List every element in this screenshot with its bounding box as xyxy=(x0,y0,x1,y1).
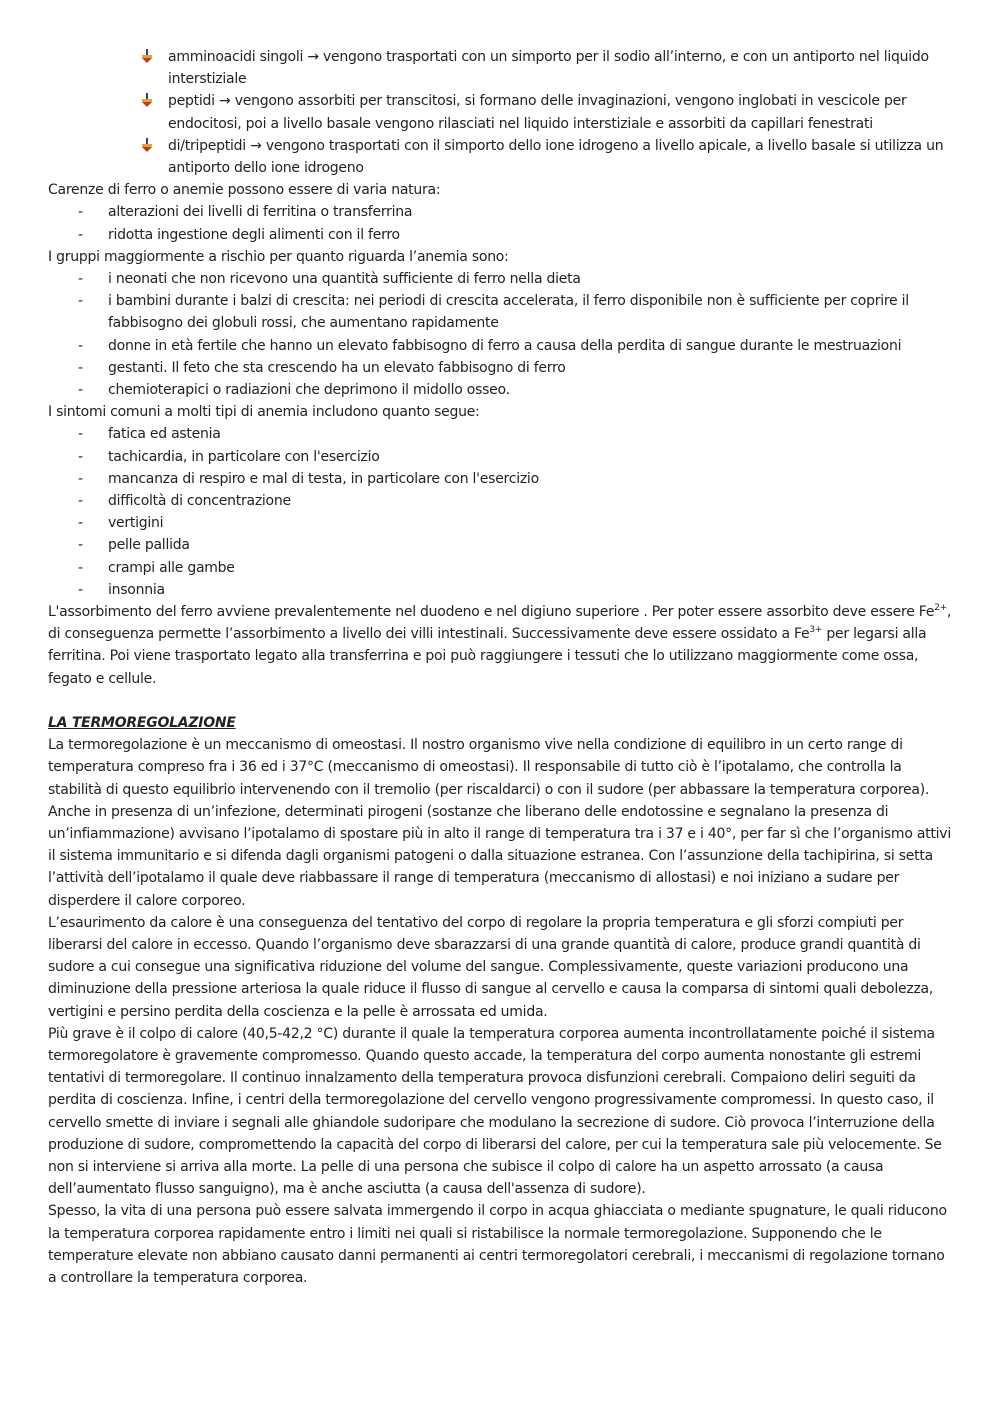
dash-bullet: - xyxy=(78,204,83,221)
symptoms-list xyxy=(48,423,956,601)
arrow-item-term: di/tripeptidi xyxy=(168,137,246,154)
iron-intro: Carenze di ferro o anemie possono essere di varia natura: xyxy=(48,182,441,199)
paragraph: La termoregolazione è un meccanismo di omeostasi. Il nostro organismo vive nella condizione di equilibro in un certo range di temperatura compreso fra i 36 ed i 37°C (meccanismo di omeostasi). Il responsabile di tutto ciò è l’ipotalamo, che controlla la stabilità di questo equilibrio intervenendo con il tremolio (per riscaldarci) o con il sudore (per abbassare la temperatura corporea). xyxy=(48,737,930,798)
arrow-item-text: vengono trasportati con il simporto dello ione idrogeno a livello apicale, a livello basale si utilizza un antiporto dello ione idrogeno xyxy=(168,137,944,177)
dash-bullet: - xyxy=(78,559,83,576)
arrow-item-text: vengono assorbiti per transcitosi, si formano delle invaginazioni, vengono inglobati in vescicole per endocitosi, poi a livello basale vengono rilasciati nel liquido interstiziale e assorbiti da capillari fenestrati xyxy=(168,93,907,132)
iron-charge-2plus: 2+ xyxy=(934,603,947,614)
dash-bullet: - xyxy=(78,271,83,288)
dash-bullet: - xyxy=(78,493,83,510)
list-item: - mancanza di respiro e mal di testa, in particolare con l'esercizio xyxy=(48,468,956,490)
dash-bullet: - xyxy=(78,515,83,532)
arrow-item-term: peptidi xyxy=(168,93,215,110)
dash-bullet: - xyxy=(78,359,83,376)
dash-bullet: - xyxy=(78,337,83,354)
colored-arrow-bullet-icon xyxy=(140,135,168,179)
section-title: LA TERMOREGOLAZIONE xyxy=(48,714,236,731)
arrow-list-item xyxy=(140,135,956,179)
arrow-item-text: vengono trasportati con un simporto per il sodio all’interno, e con un antiporto nel liquido interstiziale xyxy=(168,49,929,88)
colored-arrow-bullet-icon xyxy=(140,90,168,134)
dash-bullet: - xyxy=(78,293,83,310)
arrow-list xyxy=(48,46,956,179)
list-item: - difficoltà di concentrazione xyxy=(48,490,956,512)
arrow-item-term: amminoacidi singoli xyxy=(168,49,304,65)
list-item: - i bambini durante i balzi di crescita: nei periodi di crescita accelerata, il ferro disponibile non è sufficiente per coprire il fabbisogno dei globuli rossi, che aumentano rapidamente xyxy=(48,290,956,334)
arrow-symbol: → xyxy=(219,93,231,110)
arrow-list-item xyxy=(140,46,956,90)
dash-bullet: - xyxy=(78,581,83,598)
list-item: - i neonati che non ricevono una quantità sufficiente di ferro nella dieta xyxy=(48,268,956,290)
risk-list xyxy=(48,268,956,401)
dash-bullet: - xyxy=(78,426,83,443)
list-item: - donne in età fertile che hanno un elevato fabbisogno di ferro a causa della perdita di sangue durante le mestruazioni xyxy=(48,335,956,357)
risk-intro: I gruppi maggiormente a rischio per quanto riguarda l’anemia sono: xyxy=(48,248,509,265)
list-item: - crampi alle gambe xyxy=(48,557,956,579)
dash-bullet: - xyxy=(78,537,83,554)
paragraph: L’esaurimento da calore è una conseguenza del tentativo del corpo di regolare la propria temperatura e gli sforzi compiuti per liberarsi del calore in eccesso. Quando l’organismo deve sbarazzarsi di una grande quantità di calore, produce grandi quantità di sudore a cui consegue una significativa riduzione del volume del sangue. Complessivamente, queste variazioni producono una diminuzione della pressione arteriosa la quale riduce il flusso di sangue al cervello e causa la comparsa di sintomi quali debolezza, vertigini e persino perdita della coscienza e la pelle è arrossata ed umida. xyxy=(48,914,934,1020)
paragraph: Spesso, la vita di una persona può essere salvata immergendo il corpo in acqua ghiacciata o mediante spugnature, le quali riducono la temperatura corporea rapidamente entro i limiti nei quali si ristabilisce la normale termoregolazione. Supponendo che le temperature elevate non abbiano causato danni permanenti ai centri termoregolatori cerebrali, i meccanismi di regolazione tornano a controllare la temperatura corporea. xyxy=(48,1203,947,1286)
paragraph: Anche in presenza di un’infezione, determinati pirogeni (sostanze che liberano delle endotossine e segnalano la presenza di un’infiammazione) avvisano l’ipotalamo di spostare più in alto il range di temperatura tra i 37 e i 40°, per far sì che l’organismo attivi il sistema immunitario e si difenda dagli organismi patogeni o dalla situazione estranea. Con l’assunzione della tachipirina, si setta l’attività dell’ipotalamo il quale deve riabbassare il range di temperatura (meccanismo di allostasi) e noi iniziano a sudare per disperdere il calore corporeo. xyxy=(48,803,951,909)
list-item: - ridotta ingestione degli alimenti con il ferro xyxy=(48,224,956,246)
list-item: - alterazioni dei livelli di ferritina o transferrina xyxy=(48,201,956,223)
list-item: - chemioterapici o radiazioni che deprimono il midollo osseo. xyxy=(48,379,956,401)
list-item: - tachicardia, in particolare con l'esercizio xyxy=(48,446,956,468)
list-item: - vertigini xyxy=(48,512,956,534)
paragraph: Più grave è il colpo di calore (40,5-42,2 °C) durante il quale la temperatura corporea aumenta incontrollatamente poiché il sistema termoregolatore è gravemente compromesso. Quando questo accade, la temperatura del corpo aumenta nonostante gli estremi tentativi di termoregolare. Il continuo innalzamento della temperatura provoca disfunzioni cerebrali. Compaiono deliri seguiti da perdita di coscienza. Infine, i centri della termoregolazione del cervello vengono progressivamente compromessi. In questo caso, il cervello smette di inviare i segnali alle ghiandole sudoripare che modulano la secrezione di sudore. Ciò provoca l’interruzione della produzione di sudore, compromettendo la capacità del corpo di liberarsi del calore, per cui la temperatura sale più velocemente. Se non si interviene si arriva alla morte. La pelle di una persona che subisce il colpo di calore ha un aspetto arrossato (a causa dell’aumentato flusso sanguigno), ma è anche asciutta (a causa dell'assenza di sudore). xyxy=(48,1025,942,1198)
dash-bullet: - xyxy=(78,226,83,243)
list-item: - gestanti. Il feto che sta crescendo ha un elevato fabbisogno di ferro xyxy=(48,357,956,379)
dash-bullet: - xyxy=(78,448,83,465)
list-item: - insonnia xyxy=(48,579,956,601)
absorption-paragraph: L'assorbimento del ferro avviene prevalentemente nel duodeno e nel digiuno superiore . Per poter essere assorbito deve essere $Fe^{2+}$, di conseguenza permette l’assorbimento a livello dei villi intestinali. Successivamente deve essere ossidato a $Fe^{3+}$ per legarsi alla ferritina. Poi viene trasportato legato alla transferrina e poi può raggiungere i tessuti che lo utilizzano maggiormente come ossa, fegato e cellule. xyxy=(48,603,952,687)
document-page xyxy=(48,46,956,1289)
list-item: - fatica ed astenia xyxy=(48,423,956,445)
symptoms-intro: I sintomi comuni a molti tipi di anemia includono quanto segue: xyxy=(48,404,480,421)
dash-bullet: - xyxy=(78,382,83,399)
arrow-symbol: → xyxy=(307,49,319,65)
list-item: - pelle pallida xyxy=(48,534,956,556)
iron-list xyxy=(48,201,956,245)
arrow-symbol: → xyxy=(250,137,262,154)
iron-charge-3plus: 3+ xyxy=(809,625,823,636)
colored-arrow-bullet-icon xyxy=(140,46,168,90)
dash-bullet: - xyxy=(78,470,83,487)
arrow-list-item xyxy=(140,90,956,134)
